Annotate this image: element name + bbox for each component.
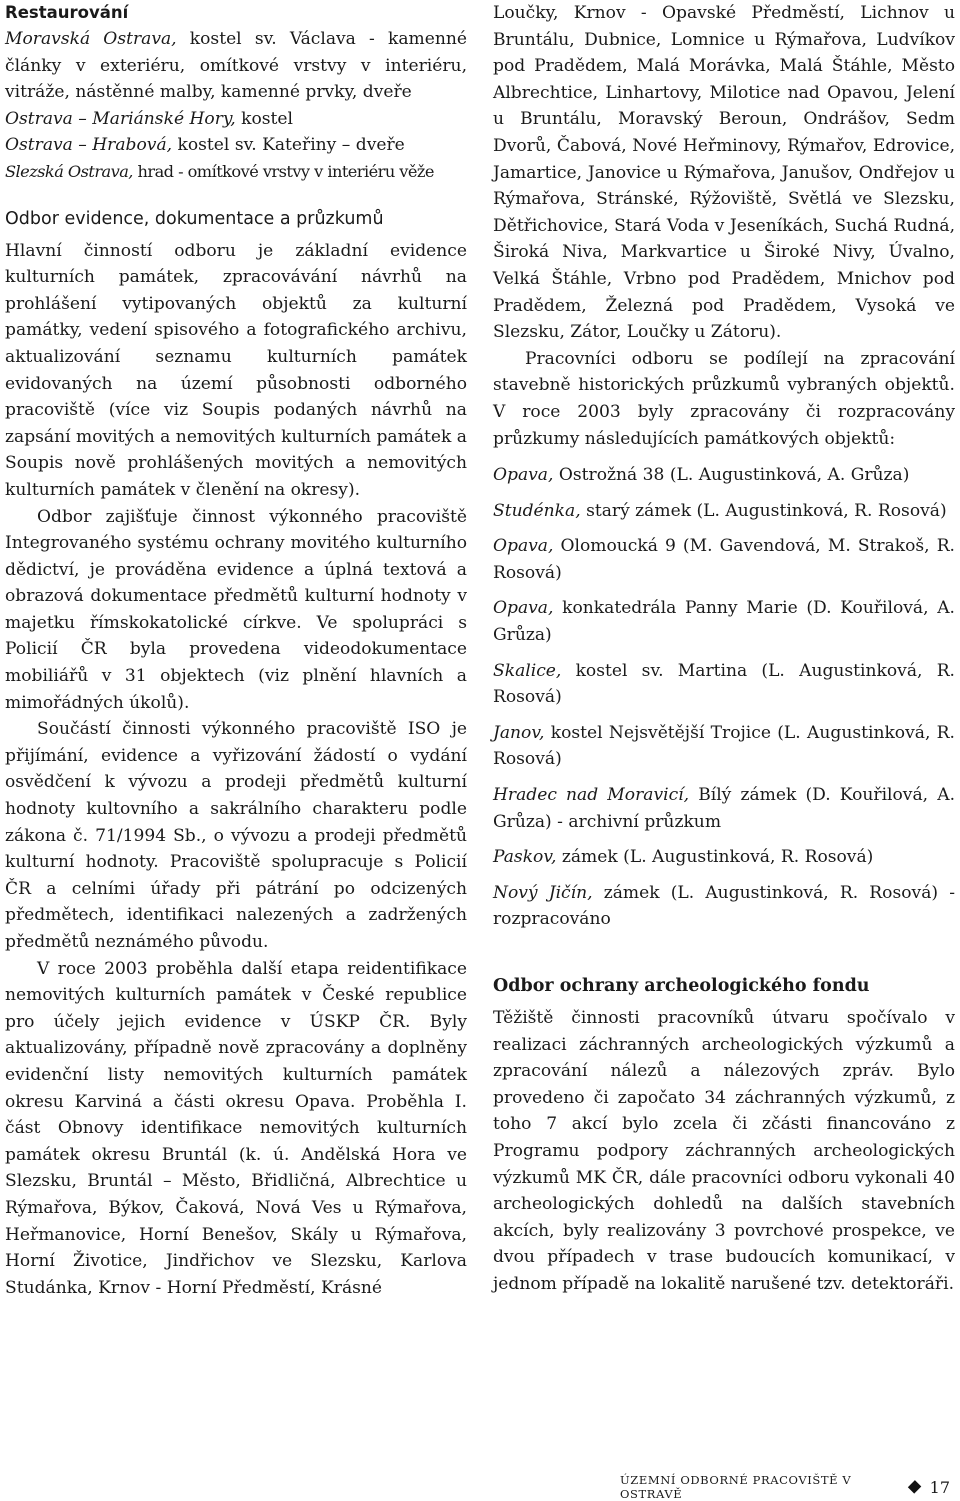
paragraph-reidentification: V roce 2003 proběhla další etapa reidentifikace nemovitých kulturních památek v České republice pro účely jejich evidence v ÚSKP ČR. Byly aktualizovány, případně nově zpracovány a doplněny evidenční listy nemovitých kulturních památek okresu Karviná a části okresu Opava. Proběhla I. část Obnovy identifikace nemovitých kulturních památek okresu Bruntál (k. ú. Andělská Hora ve Slezsku, Bruntál – Město, Břidličná, Albrechtice u Rýmařova, Býkov, Čaková, Nová Ves u Rýmařova, Heřmanovice, Horní Benešov, Skály u Rýmařova, Horní Životice, Jindřichov ve Slezsku, Karlova Studánka, Krnov - Horní Předměstí, Krásné bbox=[5, 958, 467, 1298]
restoration-item bbox=[5, 159, 467, 186]
survey-item bbox=[493, 880, 955, 933]
paragraph-continuation: Loučky, Krnov - Opavské Předměstí, Lichnov u Bruntálu, Dubnice, Lomnice u Rýmařova, Ludvíkov pod Pradědem, Malá Morávka, Malá Štáhle, Město Albrechtice, Linhartovy, Milotice nad Opavou, Jelení u Bruntálu, Moravský Beroun, Ondrášov, Sedm Dvorů, Čabová, Nové Heřminovy, Rýmařov, Edrovice, Jamartice, Janovice u Rýmařova, Janušov, Ondřejov u Rýmařova, Stránské, Rýžoviště, Světlá ve Slezsku, Dětřichovice, Stará Voda v Jeseníkách, Suchá Rudná, Široká Niva, Markvartice u Široké Nivy, Úvalno, Velká Štáhle, Vrbno pod Pradědem, Mnichov pod Pradědem, Železná pod Pradědem, Vysoká ve Slezsku, Zátor, Loučky u Zátoru). bbox=[493, 3, 955, 343]
survey-detail: kostel Nejsvětější Trojice (L. Augustinková, R. Rosová) bbox=[493, 722, 955, 770]
place-name: Ostrava – Hrabová, bbox=[5, 135, 173, 156]
survey-item bbox=[493, 844, 955, 871]
restoration-detail: kostel sv. Kateřiny – dveře bbox=[172, 135, 405, 156]
survey-detail: konkatedrála Panny Marie (D. Kouřilová, A. Grůza) bbox=[493, 598, 955, 646]
place-name: Skalice, bbox=[493, 660, 562, 681]
restoration-detail: kostel bbox=[235, 108, 293, 129]
survey-detail: starý zámek (L. Augustinková, R. Rosová) bbox=[580, 500, 947, 521]
heading-restaurovani: Restaurování bbox=[5, 3, 129, 22]
place-name: Paskov, bbox=[493, 847, 557, 868]
diamond-icon bbox=[908, 1480, 922, 1494]
place-name: Moravská Ostrava, bbox=[5, 29, 177, 49]
left-column bbox=[5, 0, 467, 1301]
place-name: Slezská Ostrava, bbox=[5, 161, 133, 181]
survey-item bbox=[493, 658, 955, 711]
heading-evidence: Odbor evidence, dokumentace a průzkumů bbox=[5, 208, 384, 229]
right-column bbox=[493, 0, 955, 1298]
place-name: Nový Jičín, bbox=[493, 882, 593, 903]
survey-detail: zámek (L. Augustinková, R. Rosová) - rozpracováno bbox=[493, 882, 955, 930]
survey-item bbox=[493, 782, 955, 835]
footer-title: ÚZEMNÍ ODBORNÉ PRACOVIŠTĚ V OSTRAVĚ bbox=[620, 1473, 852, 1501]
restoration-item bbox=[5, 132, 467, 159]
paragraph-export: Součástí činnosti výkonného pracoviště ISO je přijímání, evidence a vyřizování žádostí o vydání osvědčení k vývozu a prodeji předmětů kulturní hodnoty kultovního a sakrálního charakteru podle zákona č. 71/1994 Sb., o vývozu a prodeji předmětů kulturní hodnoty. Pracoviště spolupracuje s Policií ČR a celními úřady při pátrání po odcizených předmětech, identifikaci nalezených a zadržených předmětů neznámého původu. bbox=[5, 719, 467, 952]
survey-detail: kostel sv. Martina (L. Augustinková, R. Rosová) bbox=[493, 660, 955, 708]
place-name: Opava, bbox=[493, 598, 554, 619]
survey-item bbox=[493, 595, 955, 648]
survey-detail: Bílý zámek (D. Kouřilová, A. Grůza) - archivní průzkum bbox=[493, 785, 956, 832]
survey-item bbox=[493, 498, 955, 525]
paragraph-iso: Odbor zajišťuje činnost výkonného pracoviště Integrovaného systému ochrany movitého kulturního dědictví, je prováděna evidence a úplná textová a obrazová dokumentace předmětů kulturní hodnoty v majetku římskokatolické církve. Ve spolupráci s Policií ČR byla provedena videodokumentace mobiliářů v 31 objektech (viz plnění hlavních a mimořádných úkolů). bbox=[5, 506, 467, 713]
paragraph-archeology: Těžiště činnosti pracovníků útvaru spočívalo v realizaci záchranných archeologických výzkumů a zpracování nálezů a nálezových zpráv. Bylo provedeno či započato 34 záchranných výzkumů, z toho 7 akcí bylo zcela či zčásti financováno z Programu podpory záchranných archeologických výzkumů MK ČR, dále pracovníci odboru vykonali 40 archeologických dohledů na dalších stavebních akcích, byly realizovány 3 povrchové prospekce, ve dvou případech v trase budoucích komunikací, v jednom případě na lokalitě narušené tzv. detektoráři. bbox=[493, 1008, 955, 1294]
paragraph-surveys: Pracovníci odboru se podílejí na zpracování stavebně historických průzkumů vybraných objektů. V roce 2003 byly zpracovány či rozpracovány průzkumy následujících památkových objektů: bbox=[493, 348, 955, 449]
restoration-detail: hrad - omítkové vrstvy v interiéru věže bbox=[132, 161, 434, 181]
restoration-item bbox=[5, 26, 467, 106]
place-name: Opava, bbox=[493, 465, 554, 486]
survey-item bbox=[493, 462, 955, 489]
place-name: Ostrava – Mariánské Hory, bbox=[5, 108, 236, 129]
survey-item bbox=[493, 720, 955, 773]
survey-list bbox=[493, 462, 955, 933]
page-number: 17 bbox=[929, 1477, 950, 1497]
place-name: Studénka, bbox=[493, 500, 581, 521]
place-name: Hradec nad Moravicí, bbox=[493, 785, 690, 806]
place-name: Opava, bbox=[493, 536, 554, 557]
paragraph-main-activity: Hlavní činností odboru je základní evidence kulturních památek, zpracovávání návrhů na prohlášení vytipovaných objektů za kulturní památky, vedení spisového a fotografického archivu, aktualizování seznamu kulturních památek evidovaných na území působnosti odborného pracoviště (více viz Soupis podaných návrhů na zapsání movitých a nemovitých kulturních památek a Soupis nově prohlášených movitých a nemovitých kulturních památek v členění na okresy). bbox=[5, 240, 467, 500]
restoration-item bbox=[5, 106, 467, 133]
place-name: Janov, bbox=[493, 722, 545, 743]
survey-item bbox=[493, 533, 955, 586]
survey-detail: zámek (L. Augustinková, R. Rosová) bbox=[556, 847, 874, 868]
survey-detail: Ostrožná 38 (L. Augustinková, A. Grůza) bbox=[553, 465, 910, 486]
survey-detail: Olomoucká 9 (M. Gavendová, M. Strakoš, R. Rosová) bbox=[493, 536, 955, 583]
restoration-detail: kostel sv. Václava - kamenné články v exteriéru, omítkové vrstvy v interiéru, vitráže, nástěnné malby, kamenné prvky, dveře bbox=[5, 29, 467, 103]
heading-archeology: Odbor ochrany archeologického fondu bbox=[493, 976, 870, 996]
page-footer bbox=[620, 1473, 950, 1501]
